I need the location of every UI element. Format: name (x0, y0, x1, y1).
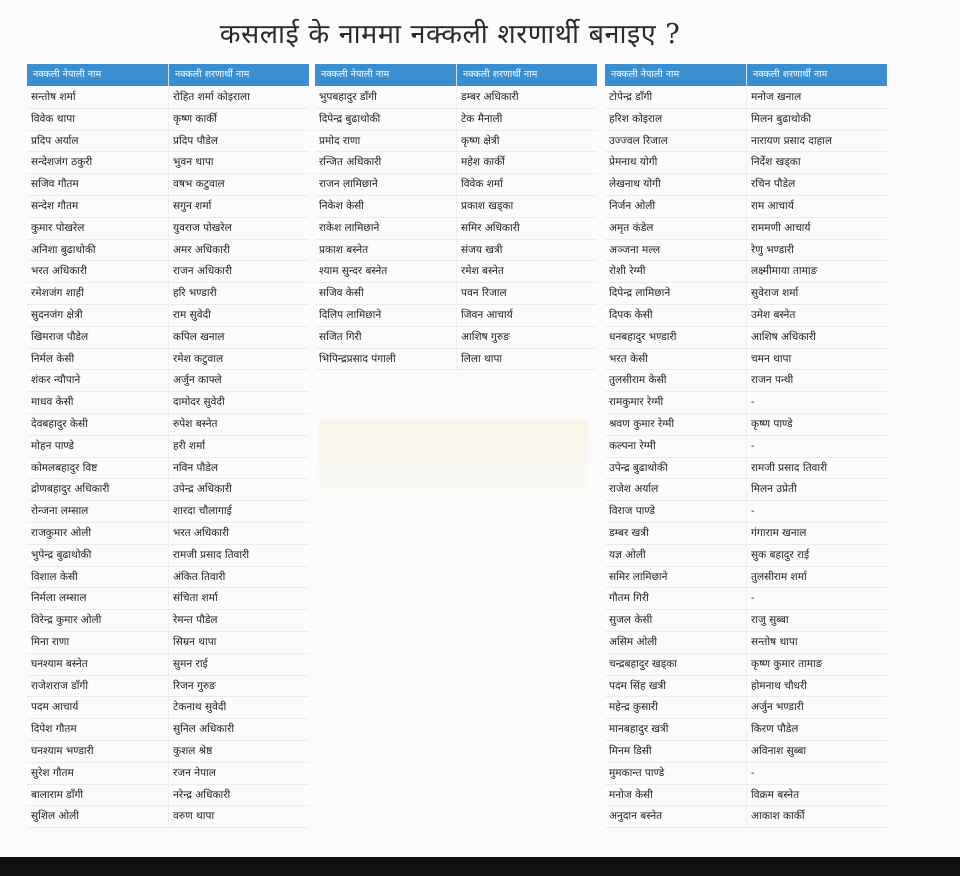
fake-refugee-name-cell: कृष्ण कार्की (168, 109, 309, 130)
fake-nepali-name-cell: मिना राणा (31, 635, 70, 648)
table-row (315, 131, 597, 153)
fake-nepali-name-cell: तुलसीराम केसी (609, 374, 667, 387)
fake-refugee-name-cell: महेश कार्की (456, 152, 597, 173)
fake-refugee-name-cell: कपिल खनाल (168, 327, 309, 348)
fake-refugee-name-cell: रमेश कटुवाल (168, 349, 309, 370)
fake-nepali-name-cell: लेखनाथ योगी (609, 178, 661, 191)
fake-refugee-name-cell: - (746, 436, 887, 457)
table-row (605, 719, 887, 741)
fake-nepali-name-cell: पदम आचार्य (31, 701, 79, 714)
fake-refugee-name-cell: आशिष अधिकारी (746, 327, 887, 348)
fake-nepali-name-cell: श्याम सुन्दर बस्नेत (319, 265, 388, 278)
table-row (27, 152, 309, 174)
table-row (605, 436, 887, 458)
table-row (605, 806, 887, 828)
table-row (27, 109, 309, 131)
fake-refugee-name-cell: विवेक शर्मा (456, 174, 597, 195)
table-row (605, 349, 887, 371)
fake-refugee-name-cell: भरत अधिकारी (168, 523, 309, 544)
fake-nepali-name-cell: धनबहादुर भण्डारी (609, 330, 677, 343)
fake-nepali-name-cell: राजेश अर्याल (609, 483, 659, 496)
fake-refugee-name-cell: रजन नेपाल (168, 763, 309, 784)
fake-refugee-name-cell: कृष्ण कुमार तामाङ (746, 654, 887, 675)
table-row (315, 240, 597, 262)
table-row (27, 567, 309, 589)
fake-nepali-name-cell: भरत केसी (609, 352, 648, 365)
table-row (605, 741, 887, 763)
header-fake-nepali-name: नक्कली नेपाली नाम (321, 69, 390, 80)
table-row (27, 654, 309, 676)
fake-refugee-name-cell: सुवेराज शर्मा (746, 283, 887, 304)
fake-nepali-name-cell: विशाल केसी (31, 570, 78, 583)
fake-nepali-name-cell: मिनम डिसी (609, 744, 652, 757)
fake-nepali-name-cell: सन्देश गौतम (31, 199, 79, 212)
fake-nepali-name-cell: सुशिल ओली (31, 810, 79, 823)
fake-refugee-name-cell: सगुन शर्मा (168, 196, 309, 217)
table-row (605, 87, 887, 109)
fake-refugee-name-cell: युवराज पोखरेल (168, 218, 309, 239)
fake-refugee-name-cell: रेमन्त पौडेल (168, 610, 309, 631)
table-row (605, 676, 887, 698)
table-row (27, 763, 309, 785)
fake-nepali-name-cell: दिपेन्द्र बुढाथोकी (319, 112, 381, 125)
fake-refugee-name-cell: सुक बहादुर राई (746, 545, 887, 566)
fake-nepali-name-cell: राजकुमार ओली (31, 526, 92, 539)
fake-nepali-name-cell: रन्जित अधिकारी (319, 156, 382, 169)
table-row (605, 610, 887, 632)
table-row (27, 523, 309, 545)
page-title: कसलाई के नाममा नक्कली शरणार्थी बनाइए ? (219, 19, 681, 50)
fake-nepali-name-cell: देवबहादुर केसी (31, 417, 88, 430)
fake-nepali-name-cell: अनुदान बस्नेत (609, 810, 663, 823)
fake-nepali-name-cell: अनिशा बुढाथोकी (31, 243, 96, 256)
table-row (605, 196, 887, 218)
table-header (605, 64, 887, 86)
fake-nepali-name-cell: दिपक केसी (609, 308, 653, 321)
fake-nepali-name-cell: सजिव केसी (319, 287, 364, 300)
table-row (605, 370, 887, 392)
fake-nepali-name-cell: प्रकाश बस्नेत (319, 243, 369, 256)
fake-refugee-name-cell: तुलसीराम शर्मा (746, 567, 887, 588)
table-row (27, 479, 309, 501)
fake-refugee-name-cell: लक्ष्मीमाया तामाङ (746, 261, 887, 282)
table-row (27, 697, 309, 719)
fake-refugee-name-cell: वषभ कटुवाल (168, 174, 309, 195)
table-row (27, 632, 309, 654)
table-row (605, 479, 887, 501)
table-row (27, 370, 309, 392)
fake-nepali-name-cell: सुजल केसी (609, 614, 653, 627)
fake-refugee-name-cell: अमर अधिकारी (168, 240, 309, 261)
fake-nepali-name-cell: प्रदिप अर्याल (31, 134, 79, 147)
table-row (27, 414, 309, 436)
fake-refugee-name-cell: नारायण प्रसाद दाहाल (746, 131, 887, 152)
table-row (605, 152, 887, 174)
table-row (315, 218, 597, 240)
fake-nepali-name-cell: घनश्याम बस्नेत (31, 657, 88, 670)
table-row (27, 218, 309, 240)
table-row (27, 458, 309, 480)
fake-refugee-name-cell: नविन पौडेल (168, 458, 309, 479)
table-row (315, 152, 597, 174)
table-row (27, 785, 309, 807)
fake-refugee-name-cell: - (746, 763, 887, 784)
table-row (605, 283, 887, 305)
fake-nepali-name-cell: रमेशजंग शाही (31, 287, 84, 300)
fake-refugee-name-cell: विक्रम बस्नेत (746, 785, 887, 806)
table-header (315, 64, 597, 86)
fake-nepali-name-cell: टोपेन्द्र डाँगी (609, 91, 653, 103)
fake-nepali-name-cell: गौतम गिरी (609, 592, 649, 605)
table-row (27, 392, 309, 414)
fake-nepali-name-cell: असिम ओली (609, 635, 658, 648)
fake-nepali-name-cell: प्रमोद राणा (319, 134, 361, 147)
fake-nepali-name-cell: उपेन्द्र बुढाथोकी (609, 461, 668, 474)
fake-nepali-name-cell: प्रेमनाथ योगी (609, 156, 658, 169)
fake-nepali-name-cell: सुदनजंग क्षेत्री (31, 308, 83, 321)
table-row (605, 218, 887, 240)
fake-nepali-name-cell: सन्तोष शर्मा (31, 91, 76, 103)
fake-nepali-name-cell: दिपेश गौतम (31, 723, 77, 736)
fake-nepali-name-cell: निर्मल केसी (31, 352, 75, 365)
table-row (27, 196, 309, 218)
fake-nepali-name-cell: माधव केसी (31, 396, 74, 409)
fake-nepali-name-cell: डम्बर खत्री (609, 526, 649, 539)
table-row (27, 283, 309, 305)
fake-nepali-name-cell: भरत अधिकारी (31, 265, 87, 278)
fake-refugee-name-cell: जिवन आचार्य (456, 305, 597, 326)
table-row (605, 545, 887, 567)
table-row (315, 305, 597, 327)
fake-nepali-name-cell: अमृत कंडेल (609, 221, 654, 234)
header-fake-refugee-name: नक्कली शरणार्थी नाम (456, 64, 597, 86)
fake-nepali-name-cell: सुरेश गौतम (31, 766, 74, 779)
fake-nepali-name-cell: निर्जन ओली (609, 199, 656, 212)
table-row (27, 741, 309, 763)
table-row (315, 283, 597, 305)
fake-refugee-name-cell: रचिन पौडेल (746, 174, 887, 195)
fake-refugee-name-cell: निर्देश खड्का (746, 152, 887, 173)
fake-refugee-name-cell: समिर अधिकारी (456, 218, 597, 239)
table-row (605, 305, 887, 327)
fake-nepali-name-cell: रोन्जना लम्साल (31, 505, 89, 518)
table-row (605, 458, 887, 480)
fake-nepali-name-cell: खिमराज पौडेल (31, 330, 89, 343)
table-row (27, 131, 309, 153)
fake-refugee-name-cell: भुवन थापा (168, 152, 309, 173)
table-row (605, 632, 887, 654)
fake-refugee-name-cell: डम्बर अधिकारी (456, 87, 597, 108)
fake-refugee-name-cell: शारदा चौलागाई (168, 501, 309, 522)
fake-refugee-name-cell: रिजन गुरुङ (168, 676, 309, 697)
header-fake-nepali-name: नक्कली नेपाली नाम (611, 69, 680, 80)
table-row (27, 610, 309, 632)
table-row (27, 305, 309, 327)
fake-refugee-name-cell: अर्जुन भण्डारी (746, 697, 887, 718)
fake-refugee-name-cell: कृष्ण पाण्डे (746, 414, 887, 435)
fake-refugee-name-cell: कुशल श्रेष्ठ (168, 741, 309, 762)
fake-nepali-name-cell: भुपबहादुर डाँगी (319, 91, 377, 103)
fake-nepali-name-cell: निकेश केसी (319, 199, 364, 212)
fake-refugee-name-cell: प्रकाश खड्का (456, 196, 597, 217)
fake-refugee-name-cell: चमन थापा (746, 349, 887, 370)
fake-nepali-name-cell: मानबहादुर खत्री (609, 723, 669, 736)
fake-nepali-name-cell: निर्मला लम्साल (31, 592, 87, 605)
fake-nepali-name-cell: विराज पाण्डे (609, 505, 655, 518)
table-row (315, 196, 597, 218)
names-table-3 (605, 64, 887, 828)
table-row (27, 501, 309, 523)
fake-nepali-name-cell: द्रोणबहादुर अधिकारी (31, 483, 110, 496)
fake-nepali-name-cell: कुमार पोखरेल (31, 221, 85, 234)
table-row (605, 567, 887, 589)
header-fake-refugee-name: नक्कली शरणार्थी नाम (746, 64, 887, 86)
fake-nepali-name-cell: हरिश कोइराल (609, 112, 663, 125)
table-row (605, 261, 887, 283)
paper-stain (318, 420, 588, 510)
fake-nepali-name-cell: कोमलबहादुर विष्ट (31, 461, 98, 474)
table-row (605, 763, 887, 785)
table-row (27, 806, 309, 828)
fake-nepali-name-cell: बालाराम डाँगी (31, 788, 84, 801)
table-row (27, 719, 309, 741)
fake-refugee-name-cell: - (746, 501, 887, 522)
fake-refugee-name-cell: मिलन बुढाथोकी (746, 109, 887, 130)
fake-nepali-name-cell: यज्ञ ओली (609, 548, 646, 561)
fake-nepali-name-cell: राजन लामिछाने (319, 178, 378, 191)
fake-refugee-name-cell: राजु सुब्बा (746, 610, 887, 631)
fake-nepali-name-cell: घनश्याम भण्डारी (31, 744, 94, 757)
fake-nepali-name-cell: अञ्जना मल्ल (609, 243, 661, 256)
fake-refugee-name-cell: - (746, 588, 887, 609)
fake-nepali-name-cell: सजिव गौतम (31, 178, 79, 191)
fake-nepali-name-cell: दिपेन्द्र लामिछाने (609, 287, 671, 300)
header-fake-nepali-name: नक्कली नेपाली नाम (33, 69, 102, 80)
fake-refugee-name-cell: संजय खत्री (456, 240, 597, 261)
table-row (27, 676, 309, 698)
fake-refugee-name-cell: राजन पन्थी (746, 370, 887, 391)
fake-refugee-name-cell: पवन रिजाल (456, 283, 597, 304)
fake-refugee-name-cell: टेक मैनाली (456, 109, 597, 130)
fake-refugee-name-cell: प्रदिप पौडेल (168, 131, 309, 152)
fake-refugee-name-cell: अर्जुन काफ्ले (168, 370, 309, 391)
fake-refugee-name-cell: - (746, 392, 887, 413)
table-row (605, 109, 887, 131)
table-row (605, 414, 887, 436)
table-row (27, 240, 309, 262)
fake-refugee-name-cell: रुपेश बस्नेत (168, 414, 309, 435)
fake-refugee-name-cell: वरुण थापा (168, 806, 309, 827)
table-row (315, 174, 597, 196)
fake-refugee-name-cell: रामजी प्रसाद तिवारी (168, 545, 309, 566)
fake-refugee-name-cell: मिलन उप्रेती (746, 479, 887, 500)
table-row (315, 327, 597, 349)
fake-refugee-name-cell: राम सुवेदी (168, 305, 309, 326)
table-row (605, 785, 887, 807)
names-table-1 (27, 64, 309, 828)
fake-nepali-name-cell: मनोज केसी (609, 788, 653, 801)
table-row (27, 174, 309, 196)
fake-refugee-name-cell: रेणु भण्डारी (746, 240, 887, 261)
fake-refugee-name-cell: नरेन्द्र अधिकारी (168, 785, 309, 806)
fake-refugee-name-cell: रोहित शर्मा कोइराला (168, 87, 309, 108)
table-row (605, 654, 887, 676)
fake-refugee-name-cell: लिला थापा (456, 349, 597, 370)
fake-nepali-name-cell: सन्देशजंग ठकुरी (31, 156, 93, 169)
fake-nepali-name-cell: शंकर न्यौपाने (31, 374, 81, 387)
fake-refugee-name-cell: दामोदर सुवेदी (168, 392, 309, 413)
table-row (605, 523, 887, 545)
table-row (27, 349, 309, 371)
fake-nepali-name-cell: भिपिन्द्रप्रसाद पंगाली (319, 352, 396, 365)
fake-refugee-name-cell: आशिष गुरुङ (456, 327, 597, 348)
fake-nepali-name-cell: श्रवण कुमार रेग्मी (609, 417, 675, 430)
fake-refugee-name-cell: उपेन्द्र अधिकारी (168, 479, 309, 500)
table-row (27, 436, 309, 458)
table-row (315, 261, 597, 283)
table-row (315, 349, 597, 371)
fake-refugee-name-cell: हरि भण्डारी (168, 283, 309, 304)
table-row (27, 327, 309, 349)
table-row (605, 392, 887, 414)
fake-refugee-name-cell: मनोज खनाल (746, 87, 887, 108)
fake-refugee-name-cell: राजन अधिकारी (168, 261, 309, 282)
table-row (605, 240, 887, 262)
table-header (27, 64, 309, 86)
table-row (605, 174, 887, 196)
fake-nepali-name-cell: रामकुमार रेग्मी (609, 396, 664, 409)
fake-refugee-name-cell: होमनाथ चौधरी (746, 676, 887, 697)
names-table-2 (315, 64, 597, 370)
fake-nepali-name-cell: पदम सिंह खत्री (609, 679, 666, 692)
table-row (605, 588, 887, 610)
fake-refugee-name-cell: उमेश बस्नेत (746, 305, 887, 326)
table-row (605, 131, 887, 153)
table-row (27, 588, 309, 610)
fake-refugee-name-cell: अंकित तिवारी (168, 567, 309, 588)
fake-refugee-name-cell: रमेश बस्नेत (456, 261, 597, 282)
fake-refugee-name-cell: रामजी प्रसाद तिवारी (746, 458, 887, 479)
table-row (27, 261, 309, 283)
table-row (315, 109, 597, 131)
fake-refugee-name-cell: कृष्ण क्षेत्री (456, 131, 597, 152)
table-row (27, 545, 309, 567)
fake-nepali-name-cell: महेन्द्र कुसारी (609, 701, 658, 714)
fake-nepali-name-cell: मुमकान्त पाण्डे (609, 766, 665, 779)
fake-refugee-name-cell: राममणी आचार्य (746, 218, 887, 239)
fake-nepali-name-cell: विवेक थापा (31, 112, 75, 125)
fake-refugee-name-cell: राम आचार्य (746, 196, 887, 217)
fake-refugee-name-cell: सुनिल अधिकारी (168, 719, 309, 740)
fake-nepali-name-cell: उज्ज्वल रिजाल (609, 134, 668, 147)
fake-nepali-name-cell: समिर लामिछाने (609, 570, 668, 583)
fake-refugee-name-cell: हरी शर्मा (168, 436, 309, 457)
fake-nepali-name-cell: दिलिप लामिछाने (319, 308, 382, 321)
fake-refugee-name-cell: गंगाराम खनाल (746, 523, 887, 544)
fake-nepali-name-cell: राजेशराज डाँगी (31, 679, 89, 692)
fake-nepali-name-cell: रोशी रेग्मी (609, 265, 646, 278)
fake-refugee-name-cell: टेकनाथ सुवेदी (168, 697, 309, 718)
fake-refugee-name-cell: संचिता शर्मा (168, 588, 309, 609)
fake-nepali-name-cell: मोहन पाण्डे (31, 439, 75, 452)
fake-refugee-name-cell: आकाश कार्की (746, 806, 887, 827)
fake-nepali-name-cell: राकेश लामिछाने (319, 221, 380, 234)
header-fake-refugee-name: नक्कली शरणार्थी नाम (168, 64, 309, 86)
fake-refugee-name-cell: सुमन राई (168, 654, 309, 675)
fake-nepali-name-cell: चन्द्रबहादुर खड्का (609, 657, 677, 670)
table-row (605, 501, 887, 523)
fake-nepali-name-cell: कल्पना रेग्मी (609, 439, 656, 452)
fake-refugee-name-cell: किरण पौडेल (746, 719, 887, 740)
table-row (605, 327, 887, 349)
bottom-black-bar (0, 857, 960, 876)
fake-nepali-name-cell: विरेन्द्र कुमार ओली (31, 614, 102, 627)
table-row (315, 87, 597, 109)
fake-nepali-name-cell: सजित गिरी (319, 330, 362, 343)
fake-refugee-name-cell: अविनाश सुब्बा (746, 741, 887, 762)
fake-refugee-name-cell: सन्तोष थापा (746, 632, 887, 653)
fake-refugee-name-cell: सिम्रन थापा (168, 632, 309, 653)
table-row (605, 697, 887, 719)
table-row (27, 87, 309, 109)
fake-nepali-name-cell: भुपेन्द्र बुढाथोकी (31, 548, 92, 561)
